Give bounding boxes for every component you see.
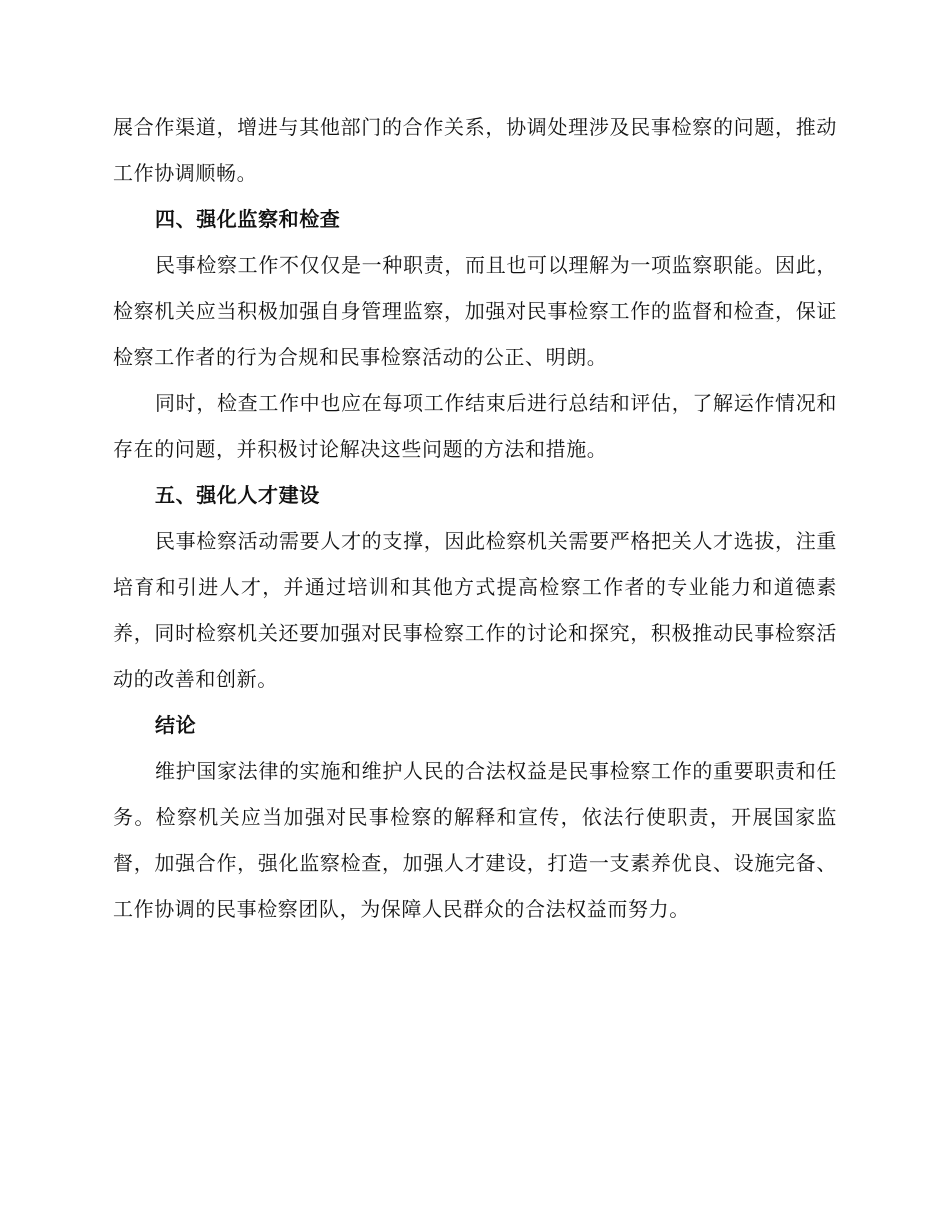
section-heading-5: 五、强化人才建设	[155, 483, 320, 507]
paragraph-talent: 民事检察活动需要人才的支撑，因此检察机关需要严格把关人才选拔，注重培育和引进人才，并通过培训和其他方式提高检察工作者的专业能力和道德素养，同时检察机关还要加强对民事检察工作的讨论和探究，积极推动民事检察活动的改善和创新。	[113, 529, 837, 691]
paragraph-conclusion: 维护国家法律的实施和维护人民的合法权益是民事检察工作的重要职责和任务。检察机关应当加强对民事检察的解释和宣传，依法行使职责，开展国家监督，加强合作，强化监察检查，加强人才建设，打造一支素养优良、设施完备、工作协调的民事检察团队，为保障人民群众的合法权益而努力。	[113, 759, 837, 921]
document-page	[113, 104, 837, 932]
paragraph-supervision-2: 同时，检查工作中也应在每项工作结束后进行总结和评估，了解运作情况和存在的问题，并积极讨论解决这些问题的方法和措施。	[113, 391, 837, 461]
paragraph-supervision-1: 民事检察工作不仅仅是一种职责，而且也可以理解为一项监察职能。因此，检察机关应当积极加强自身管理监察，加强对民事检察工作的监督和检查，保证检察工作者的行为合规和民事检察活动的公正、明朗。	[113, 253, 837, 369]
paragraph-continuation: 展合作渠道，增进与其他部门的合作关系，协调处理涉及民事检察的问题，推动工作协调顺畅。	[113, 115, 837, 185]
section-heading-conclusion: 结论	[155, 713, 197, 737]
section-heading-4: 四、强化监察和检查	[155, 207, 341, 231]
